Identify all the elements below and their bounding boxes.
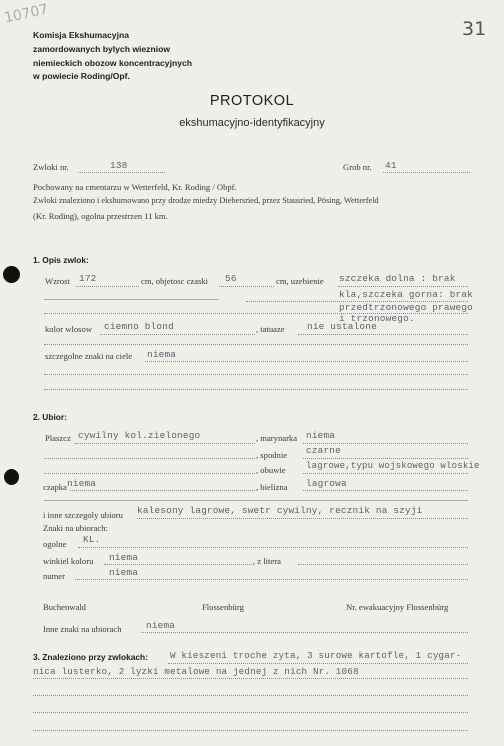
numer-label: numer (43, 571, 65, 581)
tatuaze-value: nie ustalone (307, 321, 377, 332)
spodnie-label: , spodnie (256, 450, 288, 460)
czaszka-label: cm, objetosc czaski (141, 276, 209, 286)
camp-flossenburg: Flossenbürg (202, 602, 244, 612)
czaszka-value: 56 (225, 273, 237, 284)
znaki-ubior-label: Znaki na ubiorach: (43, 523, 108, 533)
kolor-label: kolor wlosow (45, 324, 93, 334)
czapka-label: czapka (43, 482, 67, 492)
czapka-value: niema (67, 478, 97, 489)
litera-label: , z litera (253, 556, 281, 566)
winkiel-label: winkiel koloru (43, 556, 94, 566)
wzrost-label: Wzrost (45, 276, 70, 286)
document-subtitle: ekshumacyjno-identyfikacyjny (179, 117, 325, 129)
camp-evacuation-number: Nr. ewakuacyjny Flossenbürg (346, 602, 449, 612)
document-title: PROTOKOL (209, 93, 295, 109)
zwloki-label: Zwloki nr. (33, 162, 69, 172)
znaki-cialo-label: szczegolne znaki na ciele (45, 351, 133, 361)
kolor-value: ciemno blond (104, 321, 174, 332)
spodnie-value: czarne (306, 445, 341, 456)
inne-szczegoly-label: i inne szczegoly ubioru (43, 510, 123, 520)
ogolne-label: ogolne (43, 539, 67, 549)
znaki-cialo-value: niema (147, 349, 177, 360)
winkiel-value: niema (109, 552, 139, 563)
marynarka-label: , marynarka (256, 433, 298, 443)
tatuaze-label: , tatuaze (256, 324, 285, 334)
org-line-1: Komisja Ekshumacyjna (33, 30, 130, 40)
obuwie-label: , obuwie (256, 465, 286, 475)
found-text-1: Zwloki znaleziono i ekshumowano przy drodze miedzy Diebersried, przez Stausried, Pösing, Wetterfeld (33, 196, 379, 205)
punch-hole-lower (4, 469, 19, 485)
grob-value: 41 (385, 160, 397, 171)
uzebienie-value-1: szczeka dolna : brak (339, 273, 456, 284)
numer-value: niema (109, 567, 139, 578)
page-number: 31 (462, 18, 487, 40)
org-line-4: w powiecie Roding/Opf. (33, 71, 130, 81)
uzebienie-value-2: kla,szczeka gorna: brak (339, 289, 473, 300)
ogolne-value: KL. (83, 534, 101, 545)
plaszcz-value: cywilny kol.zielonego (78, 430, 201, 441)
plaszcz-label: Plaszcz (45, 433, 71, 443)
section-2-heading: 2. Ubior: (33, 412, 67, 422)
uzebienie-value-3: przedtrzonowego prawego (339, 302, 473, 313)
bielizna-label: , bielizna (256, 482, 288, 492)
marynarka-value: niema (306, 430, 336, 441)
found-items-line-1: W kieszeni troche zyta, 3 surowe kartofle, 1 cygar- (170, 650, 462, 661)
inne-znaki-label: Inne znaki na ubiorach (43, 624, 122, 634)
wzrost-value: 172 (79, 273, 97, 284)
obuwie-value: lagrowe,typu wojskowego wloskie (306, 461, 480, 471)
inne-znaki-value: niema (146, 620, 176, 631)
zwloki-value: 138 (110, 160, 128, 171)
grob-label: Grob nr. (343, 162, 372, 172)
buried-text: Pochowany na cmentarzu w Wetterfeld, Kr. Roding / Obpf. (33, 182, 237, 192)
org-line-2: zamordowanych bylych wiezniow (33, 44, 171, 54)
uzebienie-label: cm, uzebienie (276, 276, 324, 286)
inne-szczegoly-value: kalesony lagrowe, swetr cywilny, recznik na szyji (137, 505, 423, 516)
uzebienie-value-4: i trzonowego. (339, 313, 415, 324)
camp-buchenwald: Buchenwald (43, 602, 86, 612)
found-items-line-2: nica lusterko, 2 lyzki metalowe na jednej z nich Nr. 1068 (33, 666, 359, 677)
section-1-heading: 1. Opis zwlok: (33, 255, 89, 265)
found-text-2: (Kr. Roding), ogolna przestrzen 11 km. (33, 211, 168, 221)
section-3-heading: 3. Znaleziono przy zwlokach: (33, 652, 148, 662)
punch-hole-upper (3, 266, 20, 283)
corner-note: 10707 (2, 1, 50, 27)
org-line-3: niemieckich obozow koncentracyjnych (33, 58, 193, 68)
bielizna-value: lagrowa (306, 478, 347, 489)
